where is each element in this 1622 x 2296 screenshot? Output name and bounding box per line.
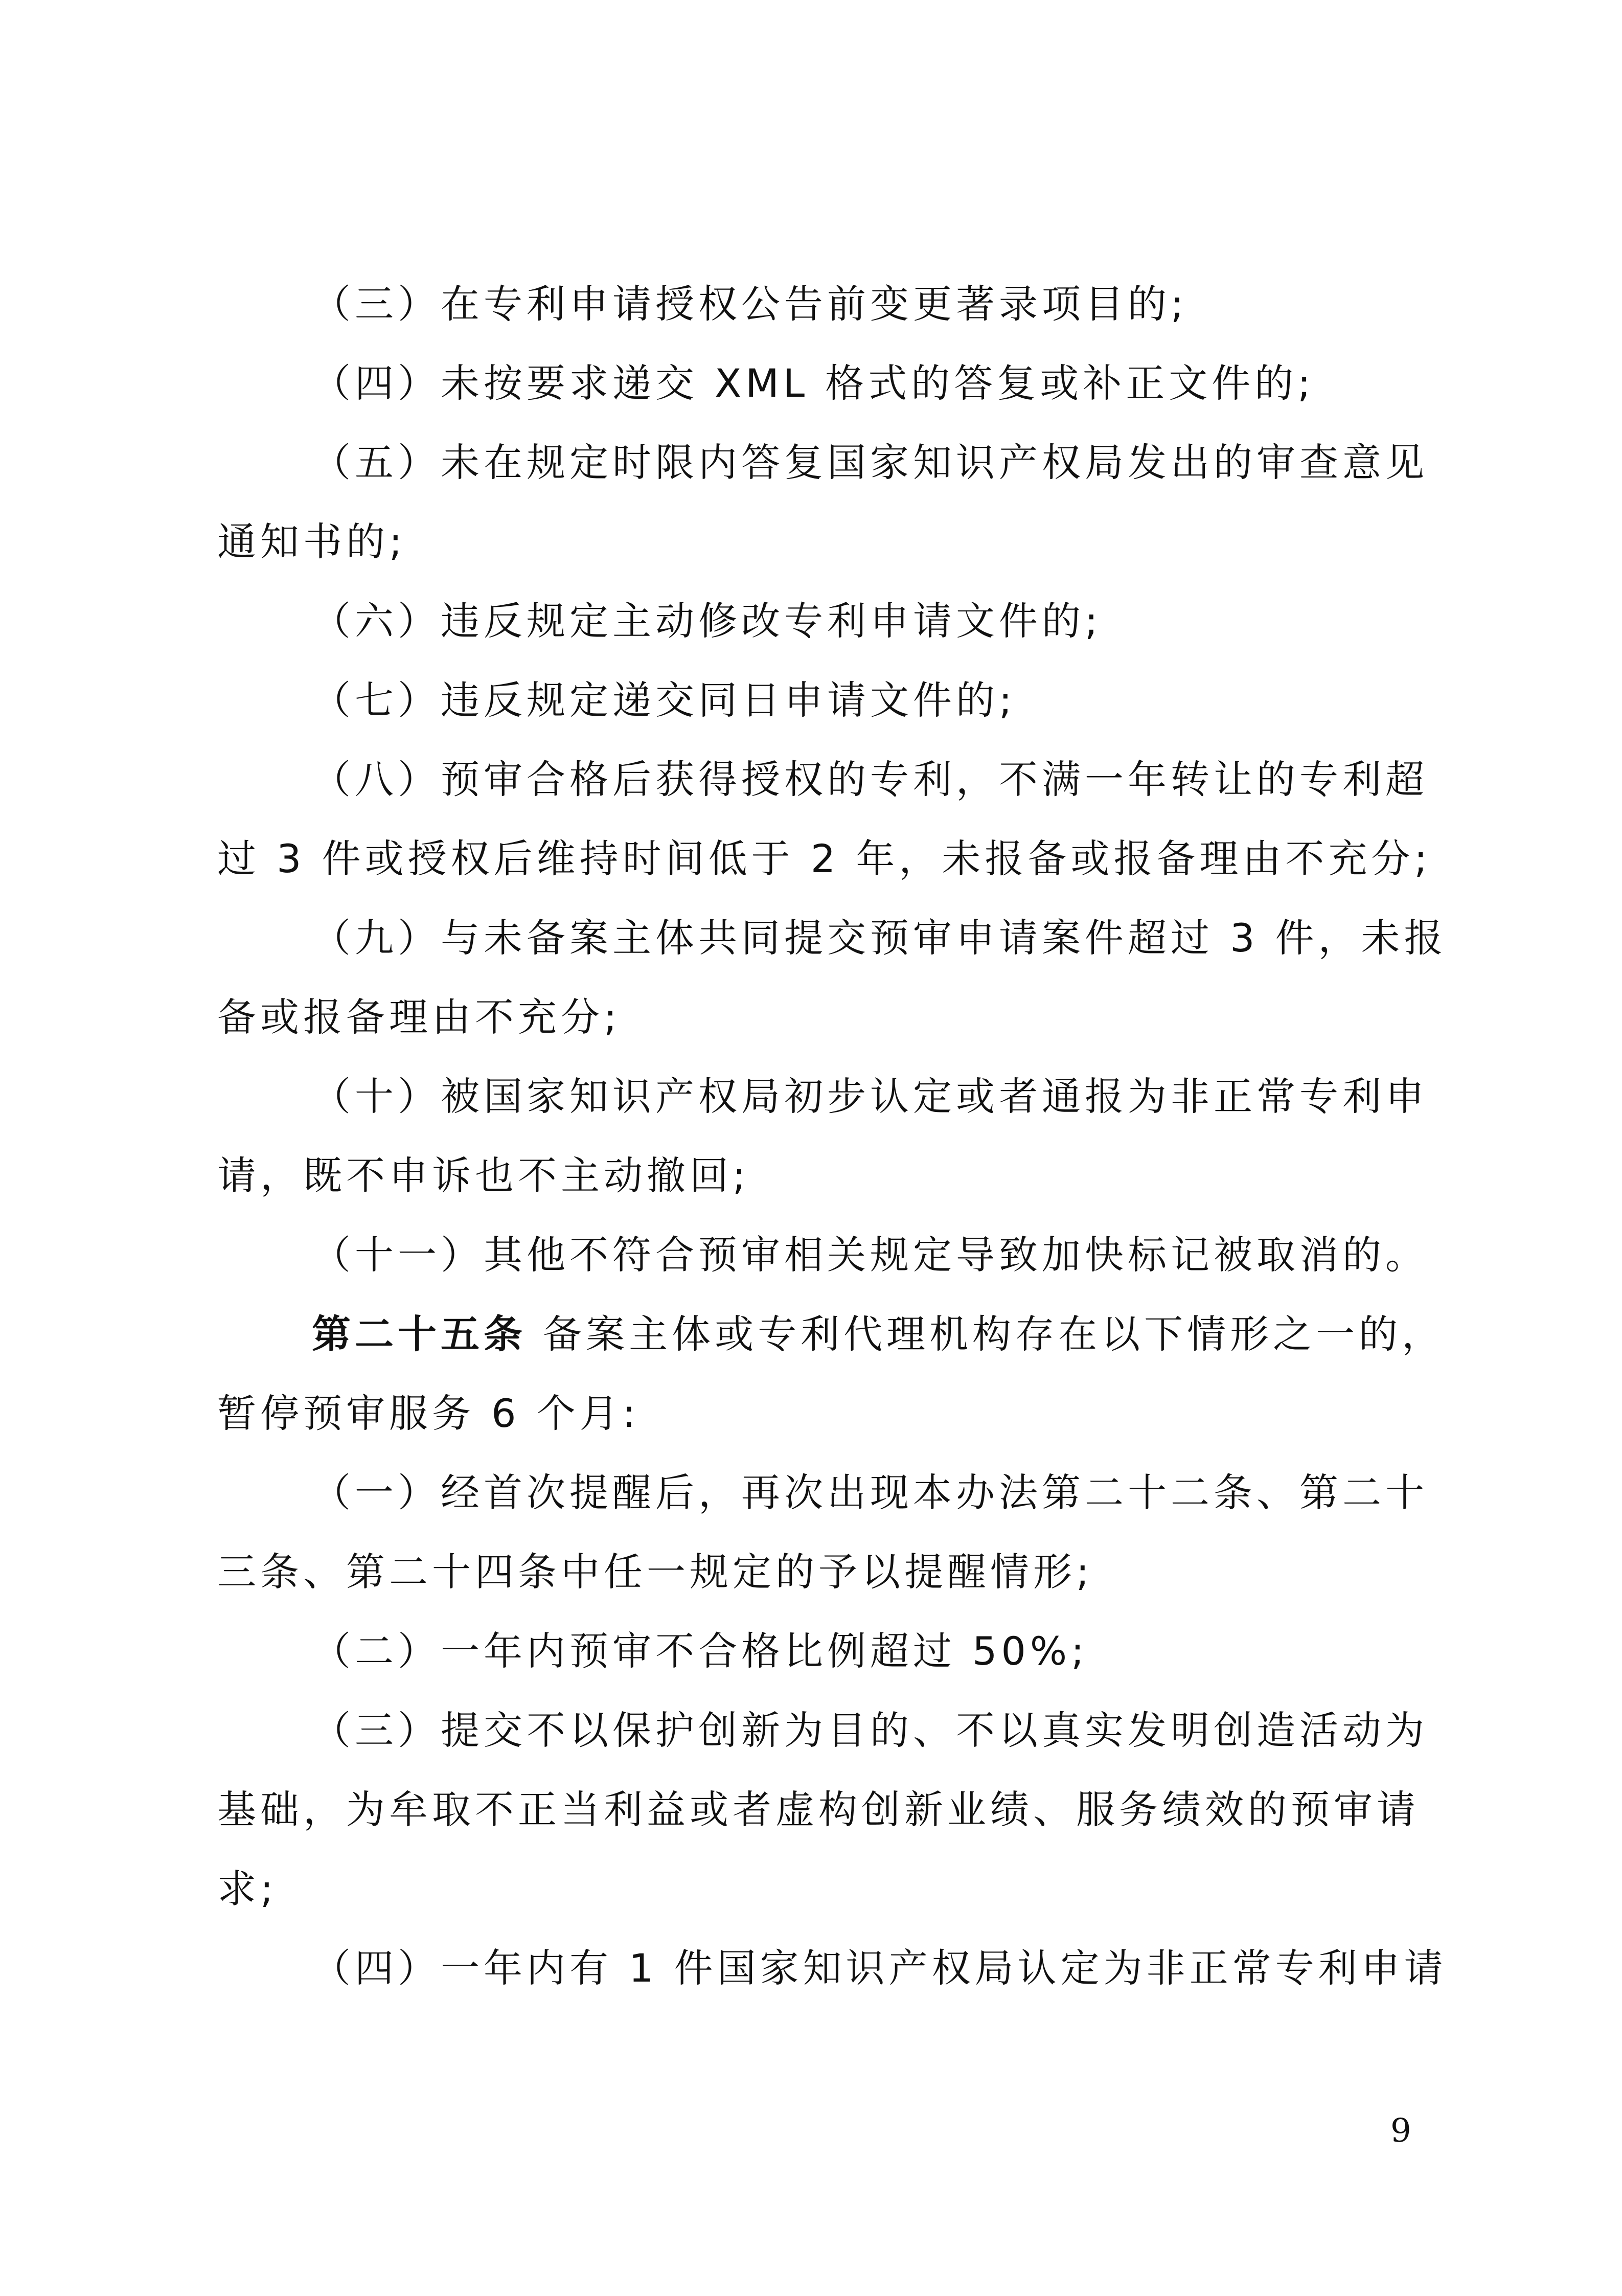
text-line-1: （三）在专利申请授权公告前变更著录项目的; <box>312 281 1188 327</box>
text-line-9: （九）与未备案主体共同提交预审申请案件超过 3 件，未报 <box>312 915 1447 961</box>
article-25-intro: 备案主体或专利代理机构存在以下情形之一的， <box>543 1311 1445 1357</box>
text-line-18: 三条、第二十四条中任一规定的予以提醒情形; <box>217 1549 1093 1595</box>
page-number: 9 <box>1390 2112 1411 2150</box>
text-line-12: 请，既不申诉也不主动撤回; <box>217 1153 750 1198</box>
text-line-11: （十）被国家知识产权局初步认定或者通报为非正常专利申 <box>312 1074 1428 1119</box>
text-line-5: （六）违反规定主动修改专利申请文件的; <box>312 598 1102 644</box>
text-line-7: （八）预审合格后获得授权的专利，不满一年转让的专利超 <box>312 757 1428 802</box>
text-line-22: 求; <box>217 1866 278 1912</box>
text-line-4: 通知书的; <box>217 519 406 564</box>
text-line-3: （五）未在规定时限内答复国家知识产权局发出的审查意见 <box>312 440 1428 485</box>
text-line-19: （二）一年内预审不合格比例超过 50%; <box>312 1628 1088 1674</box>
text-line-10: 备或报备理由不充分; <box>217 994 621 1040</box>
text-line-13: （十一）其他不符合预审相关规定导致加快标记被取消的。 <box>312 1232 1428 1278</box>
article-25-heading-line <box>312 1309 1445 1360</box>
text-line-2: （四）未按要求递交 XML 格式的答复或补正文件的; <box>312 360 1315 406</box>
text-line-8: 过 3 件或授权后维持时间低于 2 年，未报备或报备理由不充分; <box>217 836 1431 881</box>
text-line-17: （一）经首次提醒后，再次出现本办法第二十二条、第二十 <box>312 1470 1428 1515</box>
text-line-20: （三）提交不以保护创新为目的、不以真实发明创造活动为 <box>312 1708 1428 1753</box>
text-line-6: （七）违反规定递交同日申请文件的; <box>312 677 1016 723</box>
text-line-23: （四）一年内有 1 件国家知识产权局认定为非正常专利申请 <box>312 1945 1447 1991</box>
text-line-16: 暂停预审服务 6 个月: <box>217 1391 640 1436</box>
article-25-title: 第二十五条 <box>312 1311 527 1357</box>
text-line-21: 基础，为牟取不正当利益或者虚构创新业绩、服务绩效的预审请 <box>217 1787 1420 1832</box>
